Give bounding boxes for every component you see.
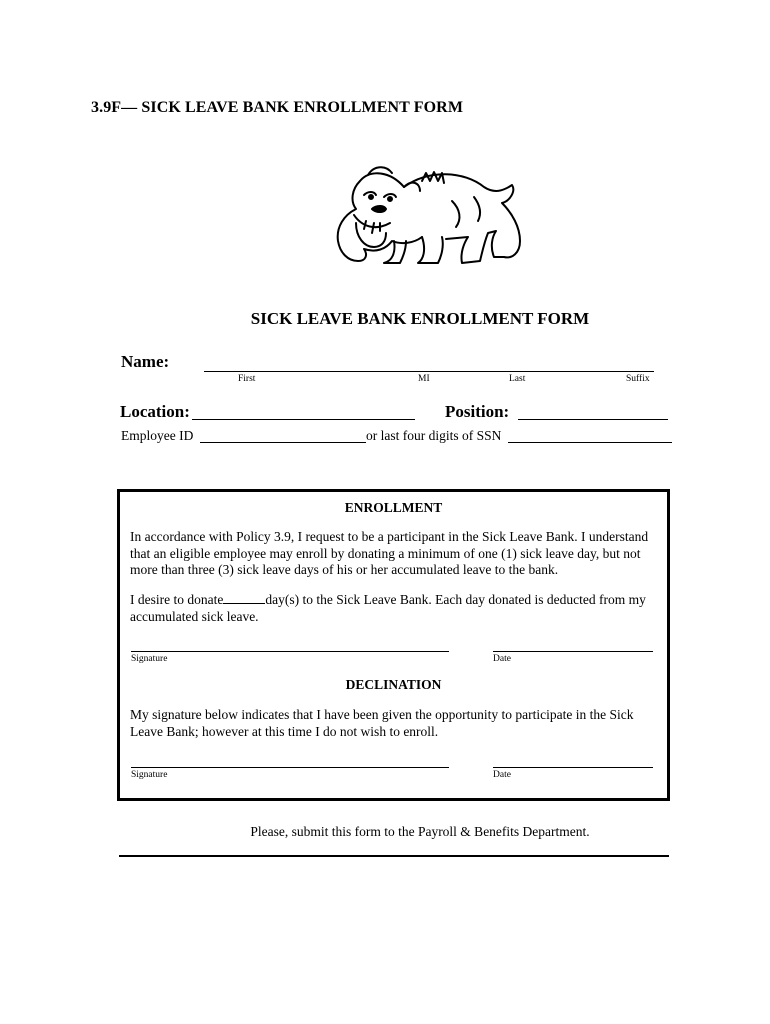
last-name-label: Last — [509, 374, 526, 384]
position-field[interactable] — [518, 419, 668, 420]
mi-label: MI — [418, 374, 430, 384]
enrollment-date-label: Date — [493, 654, 511, 664]
document-heading: 3.9F— SICK LEAVE BANK ENROLLMENT FORM — [91, 99, 464, 116]
enrollment-date-line[interactable] — [493, 651, 653, 652]
declination-paragraph: My signature below indicates that I have been given the opportunity to participate in the Sick Leave Bank; however at this time I do not wish to enroll. — [130, 707, 634, 739]
donate-paragraph — [130, 591, 665, 625]
donate-days-field[interactable] — [223, 591, 265, 604]
ssn-label: or last four digits of SSN — [366, 428, 502, 443]
bulldog-mascot-icon — [334, 157, 524, 269]
declination-date-line[interactable] — [493, 767, 653, 768]
declination-date-label: Date — [493, 770, 511, 780]
donate-prefix: I desire to donate — [130, 592, 224, 607]
first-name-label: First — [238, 374, 256, 384]
employee-id-field[interactable] — [200, 442, 366, 443]
enrollment-signature-line[interactable] — [131, 651, 449, 652]
suffix-label: Suffix — [626, 374, 650, 384]
name-label: Name: — [121, 352, 170, 371]
form-title: SICK LEAVE BANK ENROLLMENT FORM — [250, 309, 590, 328]
donate-suffix: day(s) to the Sick Leave Bank. Each day donated is deducted from my accumulated sick leave. — [130, 592, 646, 624]
enrollment-box — [117, 489, 670, 801]
position-label: Position: — [445, 402, 510, 421]
footer-instruction: Please, submit this form to the Payroll & Benefits Department. — [250, 824, 590, 839]
enrollment-paragraph: In accordance with Policy 3.9, I request to be a participant in the Sick Leave Bank. I understand that an eligible employee may enroll by donating a minimum of one (1) sick leave day, but not more than three (3) sick leave days of his or her accumulated leave to the bank. — [130, 529, 649, 577]
declination-heading: DECLINATION — [345, 677, 442, 692]
location-field[interactable] — [192, 419, 415, 420]
footer-divider — [119, 855, 669, 857]
declination-signature-line[interactable] — [131, 767, 449, 768]
enrollment-heading: ENROLLMENT — [344, 500, 443, 515]
declination-signature-label: Signature — [131, 770, 168, 780]
name-field[interactable] — [204, 371, 654, 372]
employee-id-label: Employee ID — [121, 428, 194, 443]
ssn-field[interactable] — [508, 442, 672, 443]
enrollment-signature-label: Signature — [131, 654, 168, 664]
location-label: Location: — [120, 402, 190, 421]
